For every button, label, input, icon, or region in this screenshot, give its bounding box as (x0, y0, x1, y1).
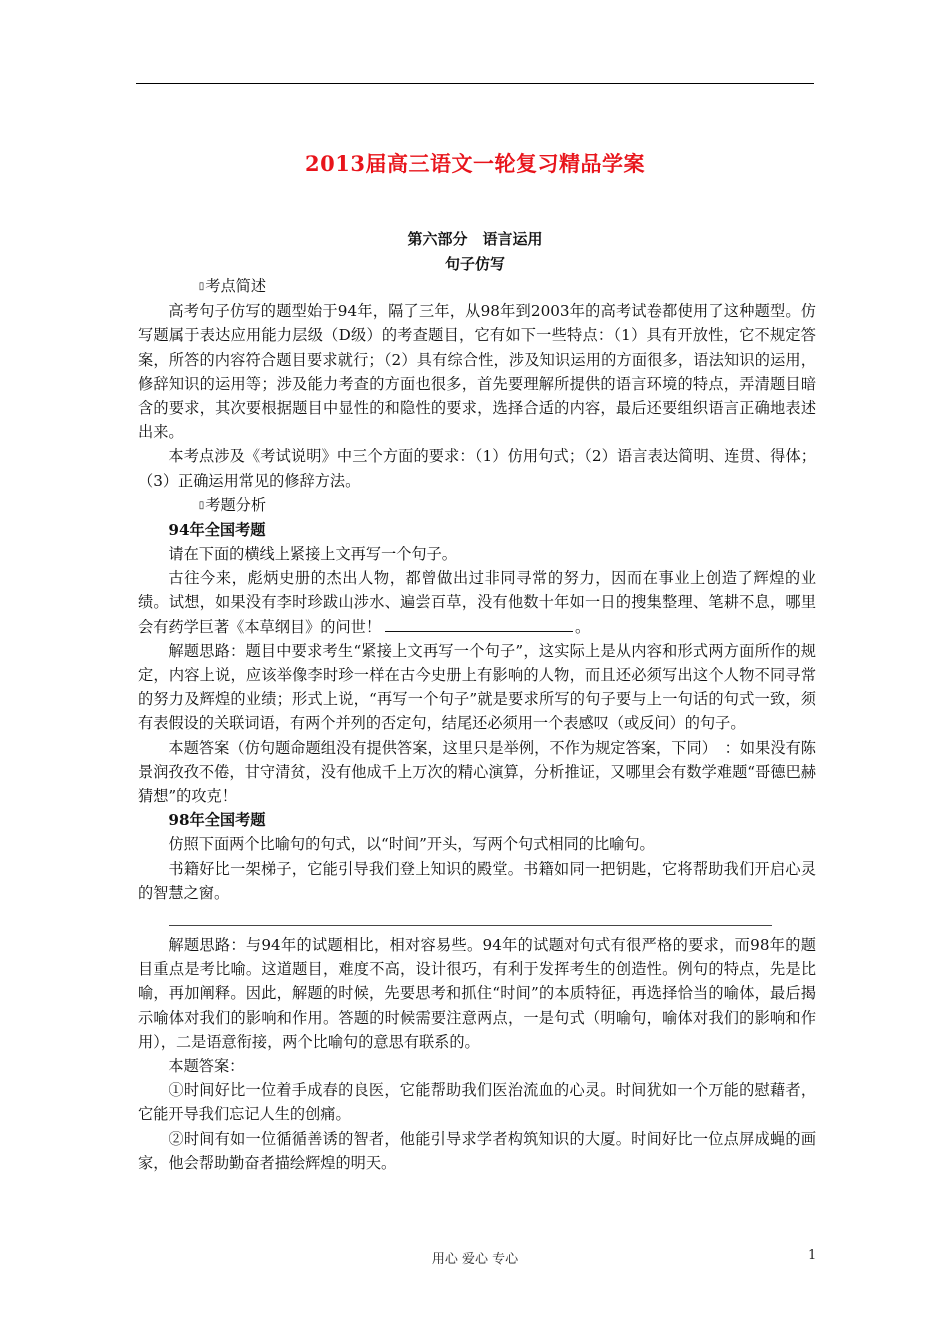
q98-answer-label: 本题答案： (168, 1057, 245, 1076)
q98-example: 书籍好比一架梯子，它能引导我们登上知识的殿堂。书籍如同一把钥匙，它将帮助我们开启心灵的智慧之窗。 (138, 859, 816, 902)
part-title: 第六部分 语言运用 (407, 230, 543, 248)
section-title: 句子仿写 (444, 255, 505, 273)
box-bullet-icon: ▯ (198, 280, 205, 292)
answer-line (169, 925, 772, 926)
overview-paragraph-2: 本考点涉及《考试说明》中三个方面的要求：（1）仿用句式；（2）语言表达简明、连贯、得体；（3）正确运用常见的修辞方法。 (138, 447, 816, 490)
header-rule (136, 83, 814, 84)
q94-passage: 古往今来，彪炳史册的杰出人物，都曾做出过非同寻常的努力，因而在事业上创造了辉煌的业绩。试想，如果没有李时珍跋山涉水、遍尝百草，没有他数十年如一日的搜集整理、笔耕不息，哪里会有药学巨著《本草纲目》的问世！ 。 (138, 569, 816, 636)
q94-heading: 94年全国考题 (168, 520, 266, 539)
q94-instruction: 请在下面的横线上紧接上文再写一个句子。 (168, 545, 457, 564)
analysis-marker: ▯考题分析 (138, 493, 816, 518)
footer-motto: 用心 爱心 专心 (431, 1252, 519, 1267)
q98-analysis: 解题思路：与94年的试题相比，相对容易些。94年的试题对句式有很严格的要求，而98年的题目重点是考比喻。这道题目，难度不高，设计很巧，有利于发挥考生的创造性。例句的特点，先是比喻，再加阐释。因此，解题的时候，先要思考和抓住“时间”的本质特征，再选择恰当的喻体，最后揭示喻体对我们的影响和作用。答题的时候需要注意两点，一是句式（明喻句，喻体对我们的影响和作用），二是语意衔接，两个比喻句的意思有联系的。 (138, 936, 816, 1051)
overview-marker: ▯考点简述 (138, 274, 816, 299)
overview-paragraph-1: 高考句子仿写的题型始于94年，隔了三年，从98年到2003年的高考试卷都使用了这种题型。仿写题属于表达应用能力层级（D级）的考查题目，它有如下一些特点：（1）具有开放性，它不规定答案，所答的内容符合题目要求就行；（2）具有综合性，涉及知识运用的方面很多，语法知识的运用，修辞知识的运用等；涉及能力考查的方面也很多，首先要理解所提供的语言环境的特点，弄清题目暗含的要求，其次要根据题目中显性的和隐性的要求，选择合适的内容，最后还要组织语言正确地表述出来。 (138, 302, 816, 442)
q98-heading: 98年全国考题 (168, 811, 266, 830)
q94-analysis: 解题思路：题目中要求考生“紧接上文再写一个句子”，这实际上是从内容和形式两方面所作的规定，内容上说，应该举像李时珍一样在古今史册上有影响的人物，而且还必须写出这个人物不同寻常的努力及辉煌的业绩；形式上说，“再写一个句子”就是要求所写的句子要与上一句话的句式一致，须有表假设的关联词语，有两个并列的否定句，结尾还必须用一个表感叹（或反问）的句子。 (138, 641, 816, 733)
document-body (138, 274, 816, 1175)
answer-blank (385, 617, 573, 632)
box-bullet-icon: ▯ (198, 499, 205, 511)
q98-answer-1: ①时间好比一位着手成春的良医，它能帮助我们医治流血的心灵。时间犹如一个万能的慰藉者，它能开导我们忘记人生的创痛。 (138, 1081, 816, 1124)
q98-answer-2: ②时间有如一位循循善诱的智者，他能引导求学者构筑知识的大厦。时间好比一位点屏成蝇的画家，他会帮助勤奋者描绘辉煌的明天。 (138, 1129, 816, 1172)
page-number: 1 (808, 1248, 817, 1263)
q98-instruction: 仿照下面两个比喻句的句式，以“时间”开头，写两个句式相同的比喻句。 (168, 835, 655, 854)
q94-answer: 本题答案（仿句题命题组没有提供答案，这里只是举例，不作为规定答案，下同） ：如果没有陈景润孜孜不倦，甘守清贫，没有他成千上万次的精心演算，分析推证，又哪里会有数学难题“哥德巴赫猜想”的攻克！ (138, 738, 816, 806)
document-title: 2013届高三语文一轮复习精品学案 (305, 151, 645, 176)
